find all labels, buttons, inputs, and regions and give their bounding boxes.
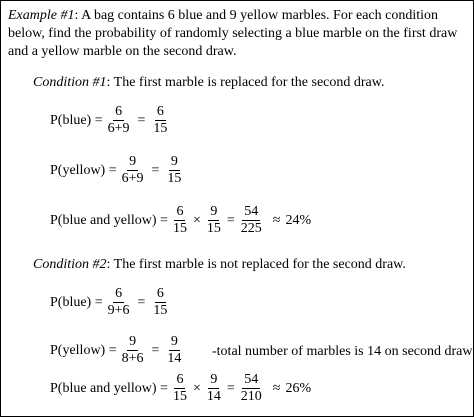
numerator: 9 <box>129 334 137 349</box>
approx-sign: ≈ <box>272 380 281 396</box>
equals-sign: = <box>226 212 235 228</box>
p-both-fraction-2 <box>205 204 223 237</box>
p-yellow-fraction-1 <box>120 334 146 367</box>
condition-1-p-yellow <box>50 154 186 187</box>
denominator: 15 <box>172 221 187 236</box>
p-both-lhs: P(blue and yellow) = <box>50 380 168 396</box>
denominator: 15 <box>172 389 187 404</box>
p-yellow-fraction-2 <box>165 154 183 187</box>
numerator: 6 <box>156 286 164 301</box>
numerator: 9 <box>210 204 218 219</box>
denominator: 14 <box>167 351 182 366</box>
numerator: 6 <box>176 204 184 219</box>
p-yellow-fraction-1 <box>120 154 146 187</box>
condition-2-text: : The first marble is not replaced for the second draw. <box>106 257 406 272</box>
condition-1-p-both <box>50 204 311 237</box>
denominator: 6+9 <box>107 121 130 136</box>
p-both-fraction-2 <box>205 372 223 405</box>
condition-1-label: Condition #1 <box>33 75 107 90</box>
denominator: 15 <box>206 221 221 236</box>
equals-sign: = <box>137 112 146 128</box>
numerator: 9 <box>170 334 178 349</box>
percent-result: 26% <box>285 380 312 396</box>
p-yellow-lhs: P(yellow) = <box>50 342 117 358</box>
condition-2-p-both <box>50 372 311 405</box>
condition-1-text: : The first marble is replaced for the second draw. <box>106 75 385 90</box>
condition-2-p-blue <box>50 286 172 319</box>
condition-1-heading <box>33 74 384 92</box>
p-blue-lhs: P(blue) = <box>50 112 103 128</box>
p-both-fraction-1 <box>171 204 189 237</box>
percent-result: 24% <box>285 212 312 228</box>
equals-sign: = <box>226 380 235 396</box>
p-both-fraction-1 <box>171 372 189 405</box>
p-blue-lhs: P(blue) = <box>50 294 103 310</box>
times-sign: × <box>192 380 201 396</box>
numerator: 6 <box>115 286 123 301</box>
times-sign: × <box>192 212 201 228</box>
denominator: 15 <box>167 171 182 186</box>
numerator: 9 <box>129 154 137 169</box>
p-blue-fraction-1 <box>106 286 132 319</box>
equals-sign: = <box>151 162 160 178</box>
denominator: 225 <box>240 221 262 236</box>
numerator: 9 <box>170 154 178 169</box>
denominator: 9+6 <box>107 303 130 318</box>
p-blue-fraction-2 <box>151 286 169 319</box>
p-both-lhs: P(blue and yellow) = <box>50 212 168 228</box>
equals-sign: = <box>137 294 146 310</box>
numerator: 6 <box>156 104 164 119</box>
p-yellow-lhs: P(yellow) = <box>50 162 117 178</box>
approx-sign: ≈ <box>272 212 281 228</box>
denominator: 6+9 <box>121 171 144 186</box>
condition-2-yellow-note: -total number of marbles is 14 on second draw <box>212 344 473 359</box>
p-blue-fraction-1 <box>106 104 132 137</box>
condition-2-p-yellow <box>50 334 186 367</box>
example-text: : A bag contains 6 blue and 9 yellow marbles. For each condition below, find the probability of randomly selecting a blue marble on the first draw and a yellow marble on the second draw. <box>8 8 458 59</box>
p-yellow-fraction-2 <box>165 334 183 367</box>
numerator: 6 <box>176 372 184 387</box>
p-blue-fraction-2 <box>151 104 169 137</box>
example-intro <box>8 7 468 61</box>
numerator: 6 <box>115 104 123 119</box>
p-both-fraction-3 <box>239 372 264 405</box>
condition-2-label: Condition #2 <box>33 257 107 272</box>
numerator: 54 <box>244 204 259 219</box>
denominator: 14 <box>206 389 221 404</box>
denominator: 210 <box>240 389 262 404</box>
denominator: 15 <box>153 121 168 136</box>
numerator: 54 <box>244 372 259 387</box>
equals-sign: = <box>151 342 160 358</box>
condition-1-p-blue <box>50 104 172 137</box>
denominator: 15 <box>153 303 168 318</box>
example-label: Example #1 <box>8 8 75 23</box>
condition-2-heading <box>33 256 406 274</box>
denominator: 8+6 <box>121 351 144 366</box>
numerator: 9 <box>210 372 218 387</box>
p-both-fraction-3 <box>239 204 264 237</box>
